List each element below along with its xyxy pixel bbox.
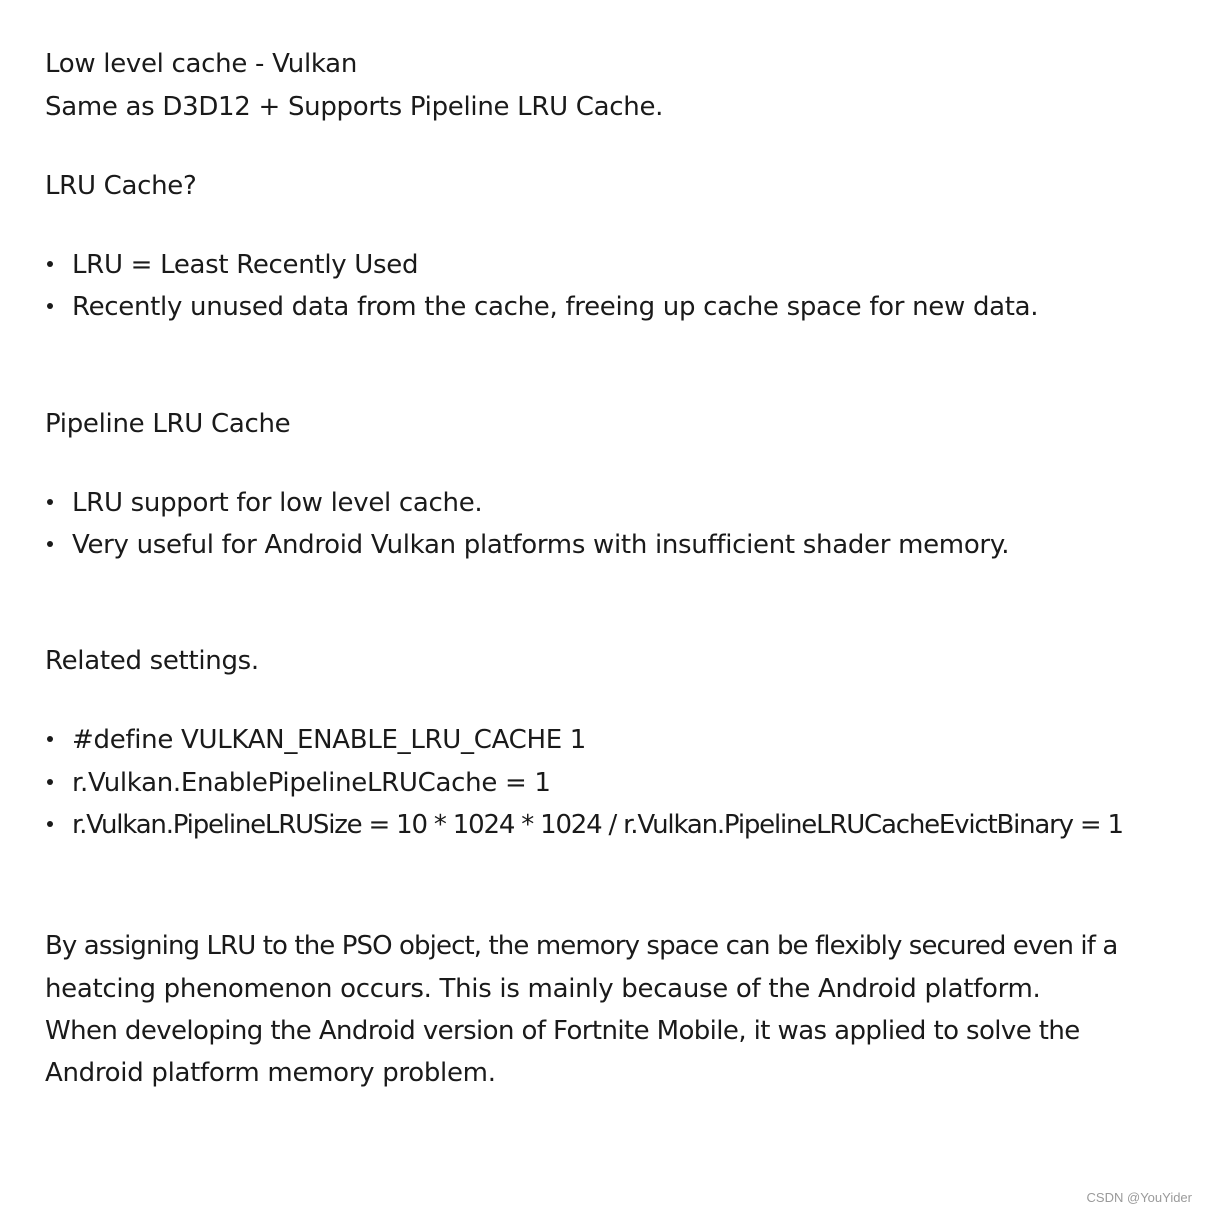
list-item: Recently unused data from the cache, freeing up cache space for new data. (45, 286, 1038, 328)
section-title-lru-cache: LRU Cache? (45, 171, 197, 201)
paragraph-line: By assigning LRU to the PSO object, the memory space can be flexibly secured even if a (45, 931, 1118, 961)
list-item: Very useful for Android Vulkan platforms with insufficient shader memory. (45, 524, 1009, 566)
section-title-related-settings: Related settings. (45, 646, 259, 676)
bullet-icon (47, 821, 53, 827)
list-item: #define VULKAN_ENABLE_LRU_CACHE 1 (45, 719, 586, 761)
paragraph-line: heatcing phenomenon occurs. This is mainly because of the Android platform. (45, 974, 1041, 1004)
section-title-pipeline-lru-cache: Pipeline LRU Cache (45, 409, 291, 439)
bullet-icon (47, 261, 53, 267)
paragraph-line: Android platform memory problem. (45, 1058, 496, 1088)
paragraph-line: When developing the Android version of Fortnite Mobile, it was applied to solve the (45, 1016, 1080, 1046)
bullet-icon (47, 779, 53, 785)
bullet-icon (47, 499, 53, 505)
csdn-watermark: CSDN @YouYider (1086, 1190, 1192, 1205)
bullet-icon (47, 736, 53, 742)
subheading-same-as-d3d12: Same as D3D12 + Supports Pipeline LRU Cache. (45, 92, 664, 122)
bullet-icon (47, 541, 53, 547)
heading-low-level-cache: Low level cache - Vulkan (45, 49, 357, 79)
list-item: r.Vulkan.PipelineLRUSize = 10 * 1024 * 1024 / r.Vulkan.PipelineLRUCacheEvictBinary = 1 (45, 804, 1123, 846)
list-item: LRU = Least Recently Used (45, 244, 418, 286)
list-item: r.Vulkan.EnablePipelineLRUCache = 1 (45, 762, 551, 804)
bullet-icon (47, 303, 53, 309)
list-item: LRU support for low level cache. (45, 482, 482, 524)
